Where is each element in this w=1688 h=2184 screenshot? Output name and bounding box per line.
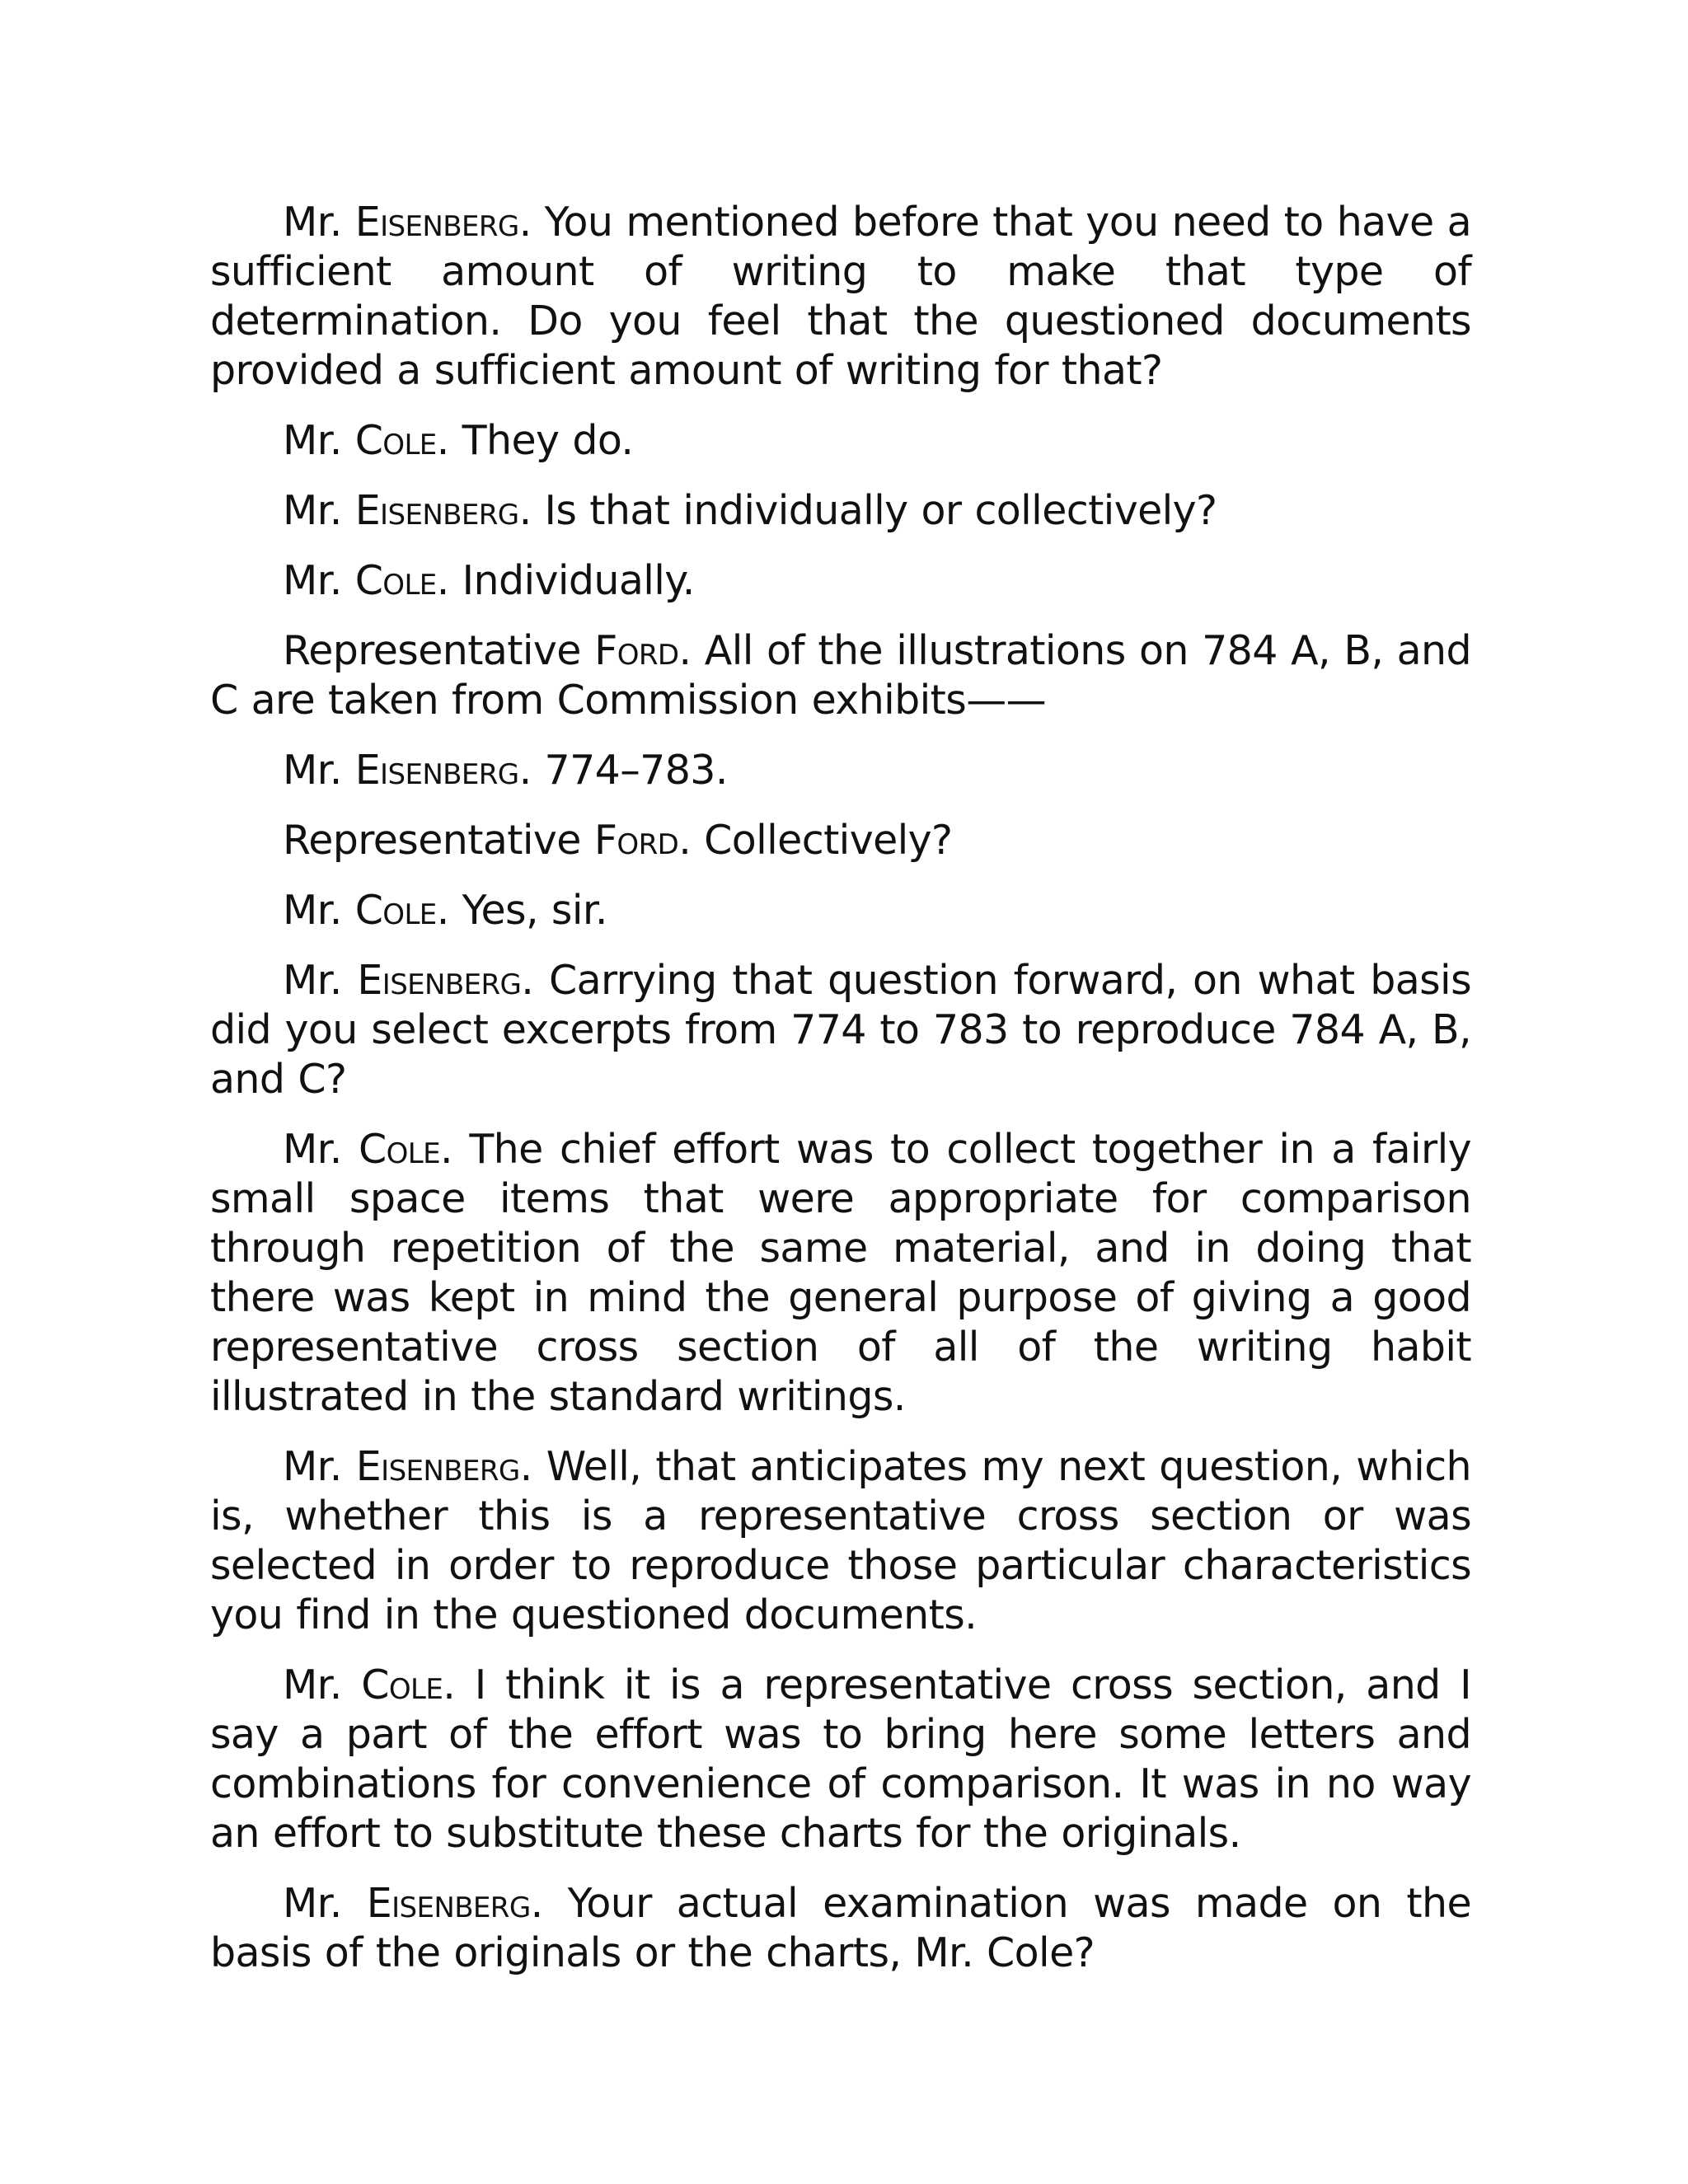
speech-text: You mentioned before that you need to have a sufficient amount of writing to make that type of determination. Do you feel that the questioned documents provided a sufficient amount of writing for that? xyxy=(210,199,1471,394)
transcript-paragraph xyxy=(210,198,1471,396)
speaker-title: Mr. xyxy=(283,1661,342,1708)
speaker-separator: . xyxy=(518,199,545,246)
speaker-separator: . xyxy=(530,1880,568,1927)
speaker-separator: . xyxy=(521,957,549,1004)
transcript-paragraph xyxy=(210,886,1471,935)
speaker-name: Eisenberg xyxy=(357,957,522,1004)
transcript-paragraph xyxy=(210,746,1471,795)
speaker-title: Mr. xyxy=(283,1126,342,1173)
transcript-paragraph xyxy=(210,1125,1471,1422)
speech-text: Your actual examination was made on the basis of the originals or the charts, Mr. Cole? xyxy=(210,1880,1471,1976)
speaker-title: Representative xyxy=(283,817,581,864)
transcript-paragraph xyxy=(210,486,1471,536)
speech-text: Yes, sir. xyxy=(462,887,607,934)
speaker-title: Mr. xyxy=(283,199,342,246)
transcript-paragraph xyxy=(210,956,1471,1104)
speaker-name: Cole xyxy=(361,1661,443,1708)
speech-text: Individually. xyxy=(462,557,695,604)
transcript-paragraph xyxy=(210,1661,1471,1858)
transcript-paragraph xyxy=(210,1879,1471,1978)
speaker-name: Cole xyxy=(354,887,437,934)
speech-text: 774–783. xyxy=(544,747,728,794)
speaker-name: Eisenberg xyxy=(354,487,519,534)
speaker-name: Ford xyxy=(593,817,679,864)
speaker-title: Representative xyxy=(283,627,581,674)
speaker-separator: . xyxy=(678,627,705,674)
speaker-title: Mr. xyxy=(283,417,342,464)
speaker-separator: . xyxy=(443,1661,475,1708)
speech-text: I think it is a representative cross section, and I say a part of the effort was to bring here some letters and combinations for convenience of comparison. It was in no way an effort to substitute these charts for the originals. xyxy=(210,1661,1472,1857)
speech-text: Is that individually or collectively? xyxy=(544,487,1217,534)
speaker-name: Cole xyxy=(354,417,437,464)
speaker-separator: . xyxy=(436,417,462,464)
speaker-name: Eisenberg xyxy=(354,747,519,794)
transcript-paragraph xyxy=(210,556,1471,606)
speaker-title: Mr. xyxy=(283,747,342,794)
speech-text: They do. xyxy=(462,417,634,464)
speaker-separator: . xyxy=(436,887,462,934)
speaker-name: Cole xyxy=(359,1126,441,1173)
speaker-separator: . xyxy=(518,747,545,794)
speech-text: All of the illustrations on 784 A, B, and C are taken from Commission exhibits—— xyxy=(210,627,1471,724)
speaker-name: Eisenberg xyxy=(366,1880,531,1927)
speaker-separator: . xyxy=(436,557,462,604)
speech-text: Collectively? xyxy=(704,817,953,864)
transcript-paragraph xyxy=(210,1442,1471,1640)
speaker-separator: . xyxy=(519,1443,546,1490)
speaker-name: Ford xyxy=(594,627,679,674)
speaker-separator: . xyxy=(678,817,705,864)
speech-text: The chief effort was to collect together in a fairly small space items that were appropriate for comparison through repetition of the same material, and in doing that there was kept in mind the general purpose of giving a good representative cross section of all of the writing habit illustrated in the standard writings. xyxy=(210,1126,1471,1420)
speech-text: Carrying that question forward, on what basis did you select excerpts from 774 to 783 to reproduce 784 A, B, and C? xyxy=(210,957,1472,1103)
speaker-name: Cole xyxy=(354,557,437,604)
speaker-title: Mr. xyxy=(283,1880,342,1927)
speaker-title: Mr. xyxy=(283,1443,342,1490)
speech-text: Well, that anticipates my next question, which is, whether this is a representative cross section or was selected in order to reproduce those particular characteristics you find in the questioned documents. xyxy=(210,1443,1471,1638)
speaker-title: Mr. xyxy=(283,957,342,1004)
transcript-page xyxy=(210,198,1471,1999)
transcript-paragraph xyxy=(210,816,1471,865)
transcript-paragraph xyxy=(210,416,1471,466)
speaker-separator: . xyxy=(518,487,545,534)
speaker-name: Eisenberg xyxy=(354,199,519,246)
speaker-title: Mr. xyxy=(283,487,342,534)
transcript-paragraph xyxy=(210,626,1471,725)
speaker-title: Mr. xyxy=(283,557,342,604)
speaker-title: Mr. xyxy=(283,887,342,934)
speaker-separator: . xyxy=(440,1126,470,1173)
speaker-name: Eisenberg xyxy=(355,1443,520,1490)
